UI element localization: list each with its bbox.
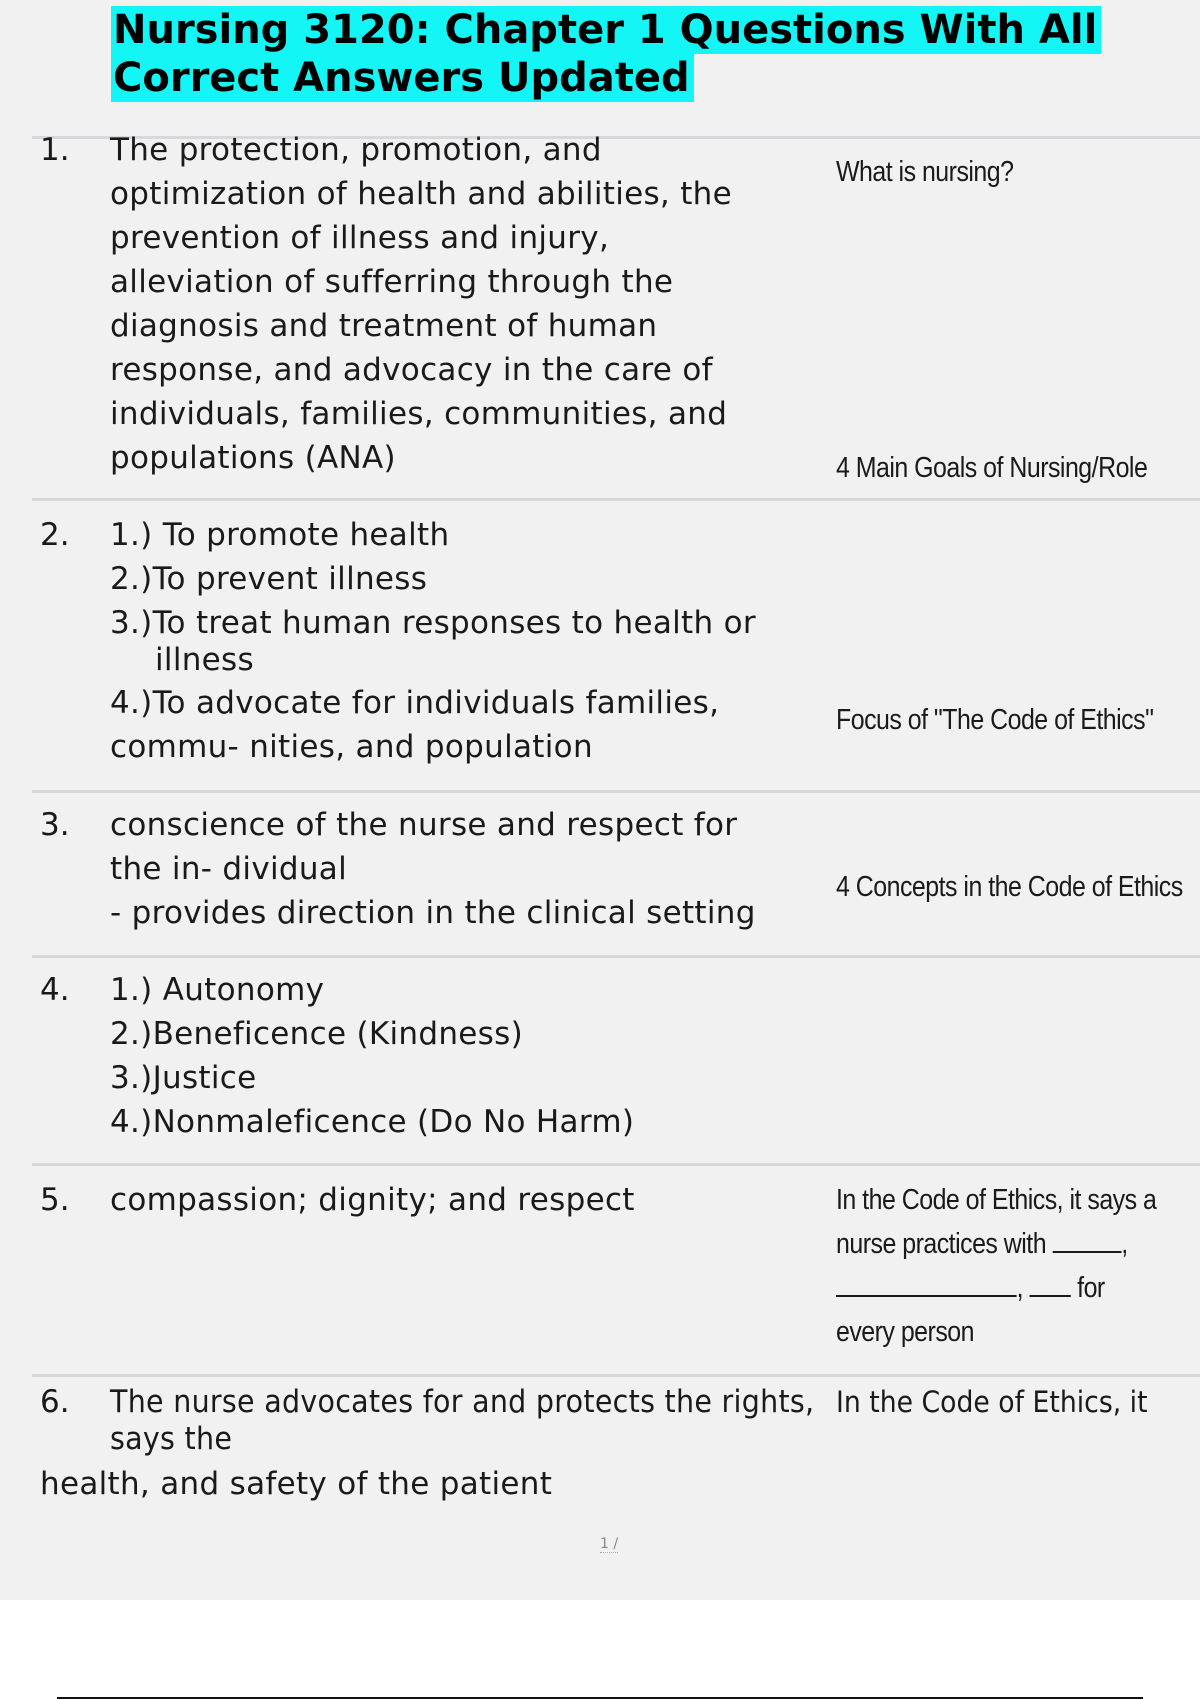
question-text: 4 Concepts in the Code of Ethics [836, 871, 1183, 903]
question-text [836, 1178, 1156, 1222]
question-text [836, 1222, 1128, 1266]
answer-text [110, 128, 810, 480]
answer-line: The nurse advocates for and protects the rights, [110, 1384, 815, 1420]
answer-line: 3.)To treat human responses to health or [110, 605, 756, 641]
divider [32, 1163, 1200, 1166]
question-text: What is nursing? [836, 156, 1014, 188]
punctuation: , [1016, 1272, 1024, 1304]
answer-text [110, 1380, 850, 1460]
answer-text [110, 968, 810, 1144]
fill-in-blank [1029, 1269, 1070, 1297]
question-line: nurse practices with [836, 1228, 1047, 1260]
question-line: In the Code of Ethics, it says a [836, 1184, 1157, 1216]
divider [32, 955, 1200, 958]
answer-line: optimization of health and abilities, the [110, 176, 733, 212]
answer-line: says the [110, 1421, 233, 1457]
footer-divider [57, 1697, 1143, 1699]
answer-line: 3.)Justice [110, 1060, 257, 1096]
answer-line: diagnosis and treatment of human [110, 308, 658, 344]
answer-line: populations (ANA) [110, 440, 396, 476]
answer-line: - provides direction in the clinical setting [110, 895, 756, 931]
answer-line: 1.) To promote health [110, 517, 450, 553]
fill-in-blank [1053, 1225, 1122, 1253]
question-text: Focus of "The Code of Ethics" [836, 704, 1154, 736]
divider [32, 498, 1200, 501]
answer-text [110, 513, 810, 769]
answer-line: illness [155, 642, 254, 678]
divider [32, 790, 1200, 793]
answer-line: commu- nities, and population [110, 729, 593, 765]
question-text [836, 1266, 1105, 1310]
answer-line: 4.)Nonmaleficence (Do No Harm) [110, 1104, 635, 1140]
page-number: 1 / [600, 1536, 619, 1552]
divider [32, 1374, 1200, 1377]
answer-line: compassion; dignity; and respect [110, 1182, 635, 1218]
answer-line: individuals, families, communities, and [110, 396, 728, 432]
question-line: for [1077, 1272, 1105, 1304]
answer-line: the in- dividual [110, 851, 348, 887]
answer-line: 4.)To advocate for individuals families, [110, 685, 720, 721]
answer-line: alleviation of sufferring through the [110, 264, 674, 300]
question-text: 4 Main Goals of Nursing/Role [836, 452, 1148, 484]
answer-line: 2.)To prevent illness [110, 561, 428, 597]
answer-line: response, and advocacy in the care of [110, 352, 713, 388]
punctuation: , [1121, 1228, 1128, 1260]
answer-line: 2.)Beneficence (Kindness) [110, 1016, 523, 1052]
question-text: In the Code of Ethics, it [836, 1385, 1148, 1419]
answer-text [110, 1178, 810, 1222]
answer-text [110, 803, 810, 935]
item-number: 3. [40, 807, 70, 843]
title-line-1: Nursing 3120: Chapter 1 Questions With All [111, 6, 1101, 54]
answer-line: prevention of illness and injury, [110, 220, 610, 256]
item-number: 4. [40, 972, 70, 1008]
item-number: 2. [40, 517, 70, 553]
fill-in-blank [836, 1269, 1017, 1297]
document-title [111, 6, 1151, 102]
item-number: 5. [40, 1182, 70, 1218]
answer-line: The protection, promotion, and [110, 132, 602, 168]
answer-continuation: health, and safety of the patient [40, 1466, 553, 1502]
question-text: every person [836, 1316, 974, 1348]
title-line-2: Correct Answers Updated [111, 54, 694, 102]
answer-line: conscience of the nurse and respect for [110, 807, 738, 843]
answer-line: 1.) Autonomy [110, 972, 325, 1008]
item-number: 6. [40, 1384, 70, 1420]
item-number: 1. [40, 132, 70, 168]
